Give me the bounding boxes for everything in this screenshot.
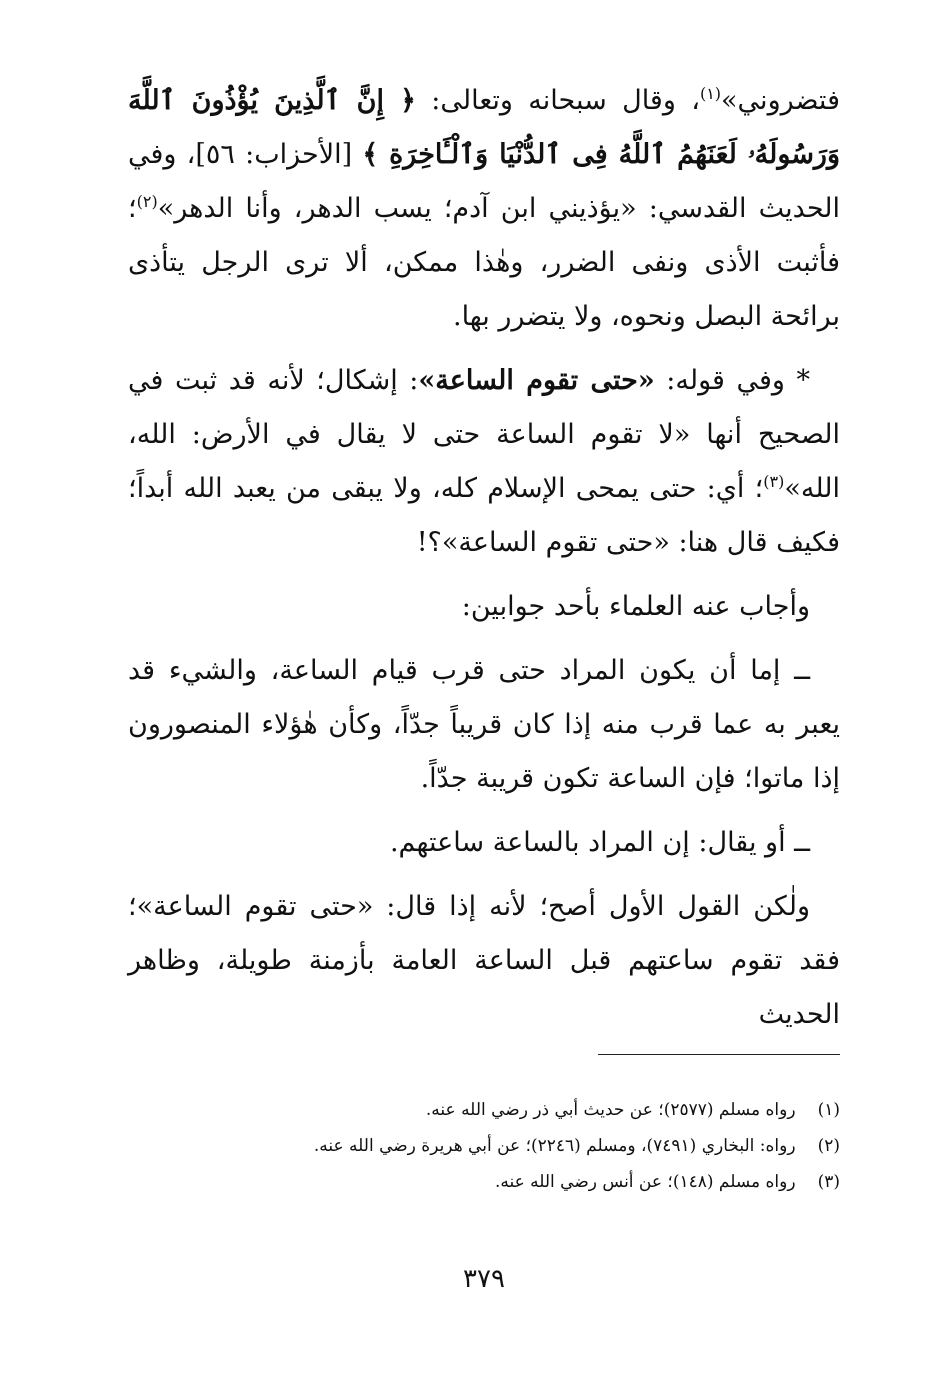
footnote-number: (٣): [817, 1172, 840, 1192]
book-page: [128, 74, 840, 1314]
page-number: ٣٧٩: [463, 1264, 505, 1294]
footnote-text: رواه مسلم (٢٥٧٧)؛ عن حديث أبي ذر رضي الله عنه.: [425, 1100, 796, 1120]
footnote-number: (٢): [817, 1136, 840, 1156]
paragraph-5: ــ أو يقال: إن المراد بالساعة ساعتهم.: [389, 827, 810, 858]
paragraph-6: ولٰكن القول الأول أصح؛ لأنه إذا قال: «حتى تقوم الساعة»؛ فقد تقوم ساعتهم قبل الساعة العامة بأزمنة طويلة، وظاهر الحديث: [128, 891, 840, 1030]
footnote-3: [128, 1164, 840, 1200]
footnote-text: رواه مسلم (١٤٨)؛ عن أنس رضي الله عنه.: [494, 1172, 796, 1192]
highlighted-phrase: «حتى تقوم الساعة»: [418, 365, 655, 396]
text-run: [الأحزاب: ٥٦]، وفي الحديث القدسي: «يؤذيني ابن آدم؛ يسب الدهر، وأنا الدهر»: [128, 139, 840, 224]
footnote-text: رواه: البخاري (٧٤٩١)، ومسلم (٢٢٤٦)؛ عن أبي هريرة رضي الله عنه.: [313, 1136, 796, 1156]
footnote-2: [128, 1128, 840, 1164]
paragraph-3: وأجاب عنه العلماء بأحد جوابين:: [461, 591, 810, 622]
text-run: ، وقال سبحانه وتعالى:: [415, 85, 700, 116]
footnote-1: [128, 1092, 840, 1128]
footnote-marker-2[interactable]: (٢): [136, 192, 158, 211]
quran-verse: ﴿ إِنَّ ٱلَّذِينَ يُؤْذُونَ ٱللَّهَ وَرَسُولَهُۥ لَعَنَهُمُ ٱللَّهُ فِى ٱلدُّنْيَا وَٱلْـَٔاخِرَةِ ﴾: [128, 85, 841, 170]
paragraph-2: [128, 354, 840, 570]
footnote-divider: [598, 1054, 840, 1055]
text-run: ؛ أي: حتى يمحى الإسلام كله، ولا يبقى من يعبد الله أبداً؛ فكيف قال هنا: «حتى تقوم الساعة»؟!: [128, 473, 840, 558]
footnote-number: (١): [817, 1100, 840, 1120]
footnotes-section: [128, 1092, 840, 1200]
main-text: [128, 74, 840, 1042]
footnote-marker-3[interactable]: (٣): [763, 472, 785, 491]
paragraph-1: [128, 74, 840, 344]
footnote-marker-1[interactable]: (١): [699, 84, 722, 103]
text-run: ؛ فأثبت الأذى ونفى الضرر، وهٰذا ممكن، ألا ترى الرجل يتأذى برائحة البصل ونحوه، ولا يتضرر بها.: [128, 193, 840, 332]
text-run: * وفي قوله:: [654, 365, 810, 396]
text-run: : إشكال؛ لأنه قد ثبت في الصحيح أنها «لا تقوم الساعة حتى لا يقال في الأرض: الله، الله»: [128, 365, 840, 504]
text-run: فتضروني»: [721, 85, 840, 116]
paragraph-4: ــ إما أن يكون المراد حتى قرب قيام الساعة، والشيء قد يعبر به عما قرب منه إذا كان قريباً جدّاً، وكأن هٰؤلاء المنصورون إذا ماتوا؛ فإن الساعة تكون قريبة جدّاً.: [128, 655, 840, 794]
